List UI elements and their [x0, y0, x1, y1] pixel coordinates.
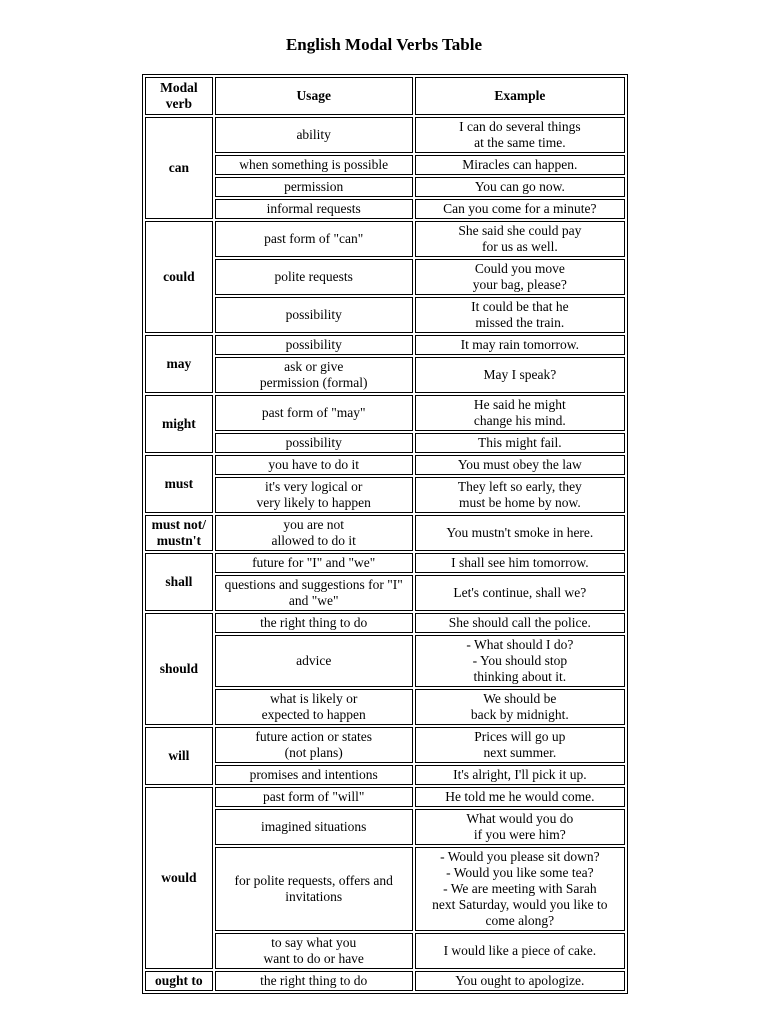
example-cell: You mustn't smoke in here.: [415, 515, 625, 551]
example-cell: It may rain tomorrow.: [415, 335, 625, 355]
modal-verb-cell: must: [145, 455, 213, 513]
table-row: [145, 477, 625, 513]
modal-verb-cell: should: [145, 613, 213, 725]
table-body: [145, 117, 625, 991]
table-header-row: [145, 77, 625, 115]
modal-verb-cell: ought to: [145, 971, 213, 991]
example-cell: I would like a piece of cake.: [415, 933, 625, 969]
table-row: [145, 689, 625, 725]
example-cell: You can go now.: [415, 177, 625, 197]
page-title: English Modal Verbs Table: [285, 35, 483, 54]
example-cell: She should call the police.: [415, 613, 625, 633]
example-cell: Could you move your bag, please?: [415, 259, 625, 295]
usage-cell: possibility: [215, 335, 413, 355]
table-row: [145, 155, 625, 175]
header-modal-verb: Modal verb: [145, 77, 213, 115]
table-row: [145, 765, 625, 785]
usage-cell: promises and intentions: [215, 765, 413, 785]
example-cell: Prices will go up next summer.: [415, 727, 625, 763]
table-row: [145, 613, 625, 633]
table-row: [145, 433, 625, 453]
example-cell: This might fail.: [415, 433, 625, 453]
example-cell: She said she could pay for us as well.: [415, 221, 625, 257]
modal-verb-cell: might: [145, 395, 213, 453]
table-row: [145, 933, 625, 969]
usage-cell: it's very logical or very likely to happen: [215, 477, 413, 513]
usage-cell: ask or give permission (formal): [215, 357, 413, 393]
usage-cell: ability: [215, 117, 413, 153]
example-cell: You must obey the law: [415, 455, 625, 475]
example-cell: I can do several things at the same time.: [415, 117, 625, 153]
example-cell: - Would you please sit down? - Would you like some tea? - We are meeting with Sarah next Saturday, would you like to come along?: [415, 847, 625, 931]
example-cell: You ought to apologize.: [415, 971, 625, 991]
usage-cell: the right thing to do: [215, 971, 413, 991]
header-example: Example: [415, 77, 625, 115]
usage-cell: possibility: [215, 297, 413, 333]
example-cell: What would you do if you were him?: [415, 809, 625, 845]
table-row: [145, 455, 625, 475]
usage-cell: the right thing to do: [215, 613, 413, 633]
table-row: [145, 357, 625, 393]
table-row: [145, 847, 625, 931]
usage-cell: past form of "may": [215, 395, 413, 431]
usage-cell: future for "I" and "we": [215, 553, 413, 573]
usage-cell: for polite requests, offers and invitations: [215, 847, 413, 931]
example-cell: - What should I do? - You should stop thinking about it.: [415, 635, 625, 687]
usage-cell: permission: [215, 177, 413, 197]
table-row: [145, 787, 625, 807]
usage-cell: to say what you want to do or have: [215, 933, 413, 969]
usage-cell: when something is possible: [215, 155, 413, 175]
example-cell: It's alright, I'll pick it up.: [415, 765, 625, 785]
table-row: [145, 297, 625, 333]
modal-verb-cell: must not/ mustn't: [145, 515, 213, 551]
example-cell: They left so early, they must be home by now.: [415, 477, 625, 513]
table-row: [145, 259, 625, 295]
usage-cell: you are not allowed to do it: [215, 515, 413, 551]
example-cell: Can you come for a minute?: [415, 199, 625, 219]
example-cell: We should be back by midnight.: [415, 689, 625, 725]
usage-cell: past form of "will": [215, 787, 413, 807]
table-row: [145, 199, 625, 219]
usage-cell: what is likely or expected to happen: [215, 689, 413, 725]
table-row: [145, 553, 625, 573]
example-cell: Miracles can happen.: [415, 155, 625, 175]
table-row: [145, 575, 625, 611]
usage-cell: imagined situations: [215, 809, 413, 845]
example-cell: He told me he would come.: [415, 787, 625, 807]
example-cell: May I speak?: [415, 357, 625, 393]
modal-verb-cell: shall: [145, 553, 213, 611]
table-row: [145, 117, 625, 153]
modal-verb-cell: could: [145, 221, 213, 333]
table-row: [145, 515, 625, 551]
modal-verb-cell: would: [145, 787, 213, 969]
usage-cell: informal requests: [215, 199, 413, 219]
table-row: [145, 635, 625, 687]
modal-verb-cell: will: [145, 727, 213, 785]
modal-verb-cell: may: [145, 335, 213, 393]
table-row: [145, 177, 625, 197]
usage-cell: polite requests: [215, 259, 413, 295]
usage-cell: advice: [215, 635, 413, 687]
usage-cell: future action or states (not plans): [215, 727, 413, 763]
example-cell: He said he might change his mind.: [415, 395, 625, 431]
example-cell: Let's continue, shall we?: [415, 575, 625, 611]
modal-verb-cell: can: [145, 117, 213, 219]
table-row: [145, 809, 625, 845]
example-cell: It could be that he missed the train.: [415, 297, 625, 333]
header-usage: Usage: [215, 77, 413, 115]
table-row: [145, 727, 625, 763]
table-row: [145, 395, 625, 431]
table-row: [145, 335, 625, 355]
example-cell: I shall see him tomorrow.: [415, 553, 625, 573]
usage-cell: possibility: [215, 433, 413, 453]
usage-cell: you have to do it: [215, 455, 413, 475]
usage-cell: questions and suggestions for "I" and "we": [215, 575, 413, 611]
usage-cell: past form of "can": [215, 221, 413, 257]
modal-verbs-table: [142, 74, 628, 994]
table-row: [145, 221, 625, 257]
table-row: [145, 971, 625, 991]
